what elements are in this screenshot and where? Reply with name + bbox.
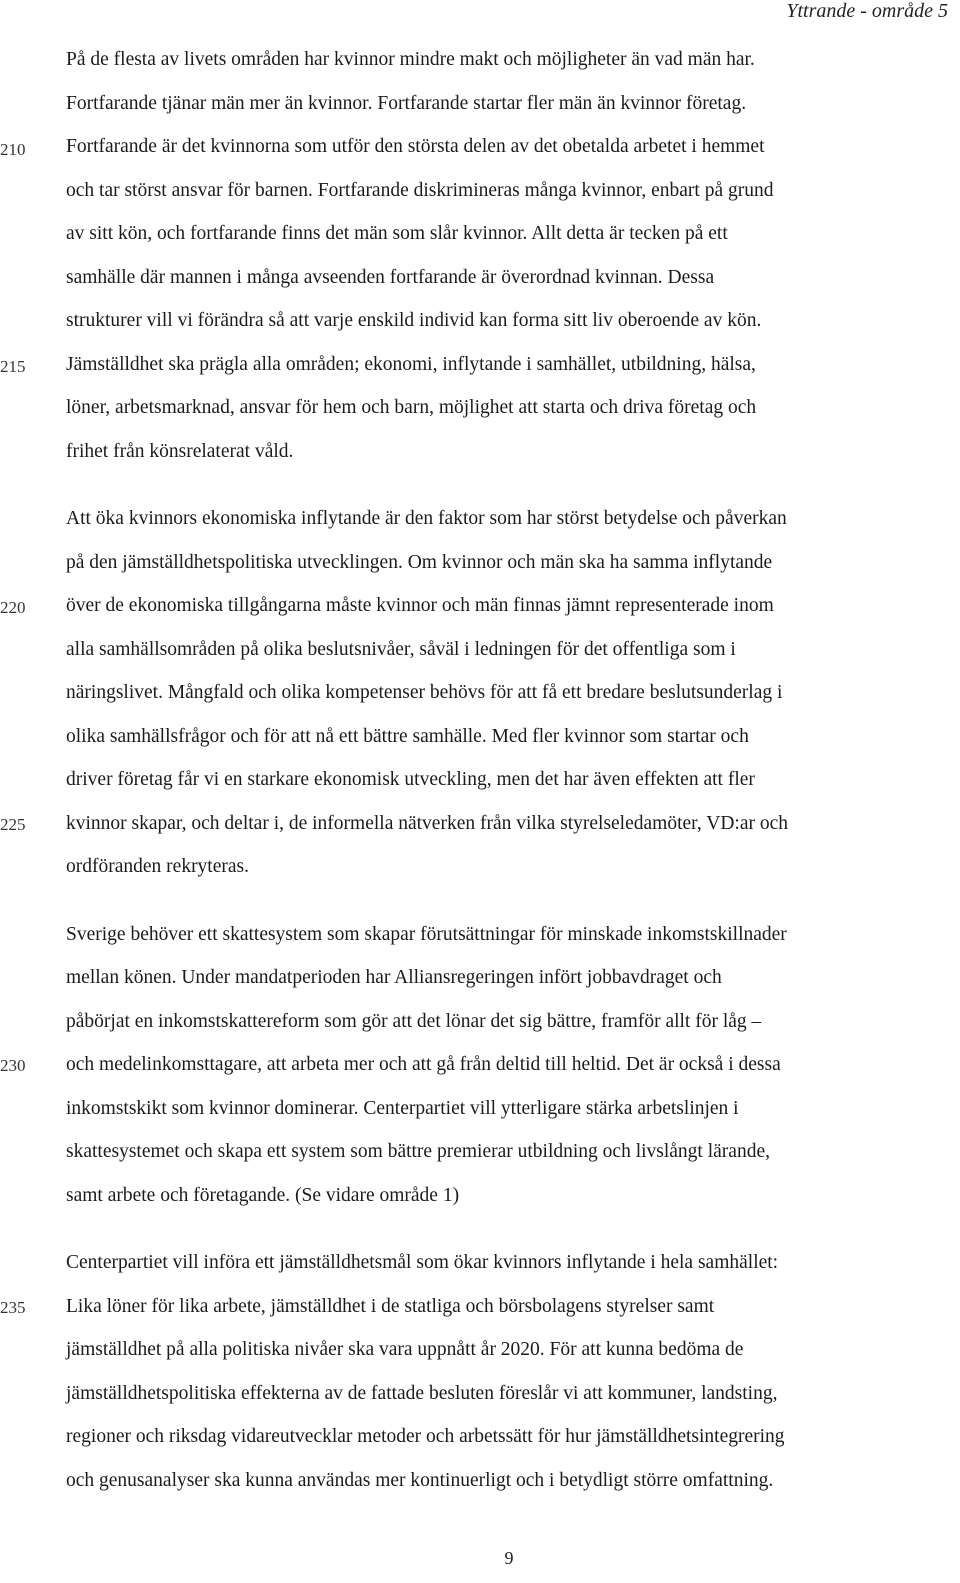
text-line: Att öka kvinnors ekonomiska inflytande är den faktor som har störst betydelse och påverkan xyxy=(66,508,787,529)
text-line: inkomstskikt som kvinnor dominerar. Centerpartiet vill ytterligare stärka arbetslinjen i xyxy=(66,1098,739,1119)
text-line: löner, arbetsmarknad, ansvar för hem och barn, möjlighet att starta och driva företag och xyxy=(66,397,757,418)
text-line: och genusanalyser ska kunna användas mer kontinuerligt och i betydligt större omfattning. xyxy=(66,1470,774,1491)
text-line: driver företag får vi en starkare ekonomisk utveckling, men det har även effekten att fler xyxy=(66,769,755,790)
text-line: Sverige behöver ett skattesystem som skapar förutsättningar för minskade inkomstskillnader xyxy=(66,924,787,945)
text-line: Jämställdhet ska prägla alla områden; ekonomi, inflytande i samhället, utbildning, hälsa, xyxy=(66,354,756,375)
text-line: skattesystemet och skapa ett system som bättre premierar utbildning och livslångt lärande, xyxy=(66,1141,770,1162)
text-line: regioner och riksdag vidareutvecklar metoder och arbetssätt för hur jämställdhetsintegrering xyxy=(66,1426,785,1447)
text-line: jämställdhetspolitiska effekterna av de fattade besluten föreslår vi att kommuner, landsting, xyxy=(66,1383,778,1404)
text-line: jämställdhet på alla politiska nivåer ska vara uppnått år 2020. För att kunna bedöma de xyxy=(66,1339,744,1360)
line-number: 230 xyxy=(0,1056,26,1075)
page-header: Yttrande - område 5 xyxy=(786,0,948,22)
text-line: strukturer vill vi förändra så att varje enskild individ kan forma sitt liv oberoende av kön. xyxy=(66,310,762,331)
text-line: näringslivet. Mångfald och olika kompetenser behövs för att få ett bredare beslutsunderlag i xyxy=(66,682,783,703)
text-line: Fortfarande är det kvinnorna som utför den största delen av det obetalda arbetet i hemmet xyxy=(66,136,765,157)
text-line: över de ekonomiska tillgångarna måste kvinnor och män finnas jämnt representerade inom xyxy=(66,595,774,616)
text-line: påbörjat en inkomstskattereform som gör att det lönar det sig bättre, framför allt för låg – xyxy=(66,1011,762,1032)
line-number: 235 xyxy=(0,1298,26,1317)
text-line: alla samhällsområden på olika beslutsnivåer, såväl i ledningen för det offentliga som i xyxy=(66,639,736,660)
text-line: frihet från könsrelaterat våld. xyxy=(66,441,294,462)
text-line: samhälle där mannen i många avseenden fortfarande är överordnad kvinnan. Dessa xyxy=(66,267,715,288)
text-line: och tar störst ansvar för barnen. Fortfarande diskrimineras många kvinnor, enbart på grund xyxy=(66,180,774,201)
text-line: ordföranden rekryteras. xyxy=(66,856,249,877)
line-number: 215 xyxy=(0,357,26,376)
text-line: mellan könen. Under mandatperioden har Alliansregeringen infört jobbavdraget och xyxy=(66,967,722,988)
text-line: Centerpartiet vill införa ett jämställdhetsmål som ökar kvinnors inflytande i hela samhället: xyxy=(66,1252,779,1273)
text-line: På de flesta av livets områden har kvinnor mindre makt och möjligheter än vad män har. xyxy=(66,49,755,70)
text-line: Lika löner för lika arbete, jämställdhet i de statliga och börsbolagens styrelser samt xyxy=(66,1296,715,1317)
text-line: samt arbete och företagande. (Se vidare område 1) xyxy=(66,1185,460,1206)
text-line: Fortfarande tjänar män mer än kvinnor. Fortfarande startar fler män än kvinnor företag. xyxy=(66,93,747,114)
line-number: 220 xyxy=(0,598,26,617)
page-number: 9 xyxy=(504,1548,514,1568)
text-line: på den jämställdhetspolitiska utvecklingen. Om kvinnor och män ska ha samma inflytande xyxy=(66,552,773,573)
text-line: och medelinkomsttagare, att arbeta mer och att gå från deltid till heltid. Det är också i dessa xyxy=(66,1054,781,1075)
line-number: 225 xyxy=(0,815,26,834)
text-line: av sitt kön, och fortfarande finns det män som slår kvinnor. Allt detta är tecken på ett xyxy=(66,223,728,244)
line-number: 210 xyxy=(0,140,26,159)
text-line: olika samhällsfrågor och för att nå ett bättre samhälle. Med fler kvinnor som startar och xyxy=(66,726,749,747)
text-line: kvinnor skapar, och deltar i, de informella nätverken från vilka styrelseledamöter, VD:ar och xyxy=(66,813,789,834)
